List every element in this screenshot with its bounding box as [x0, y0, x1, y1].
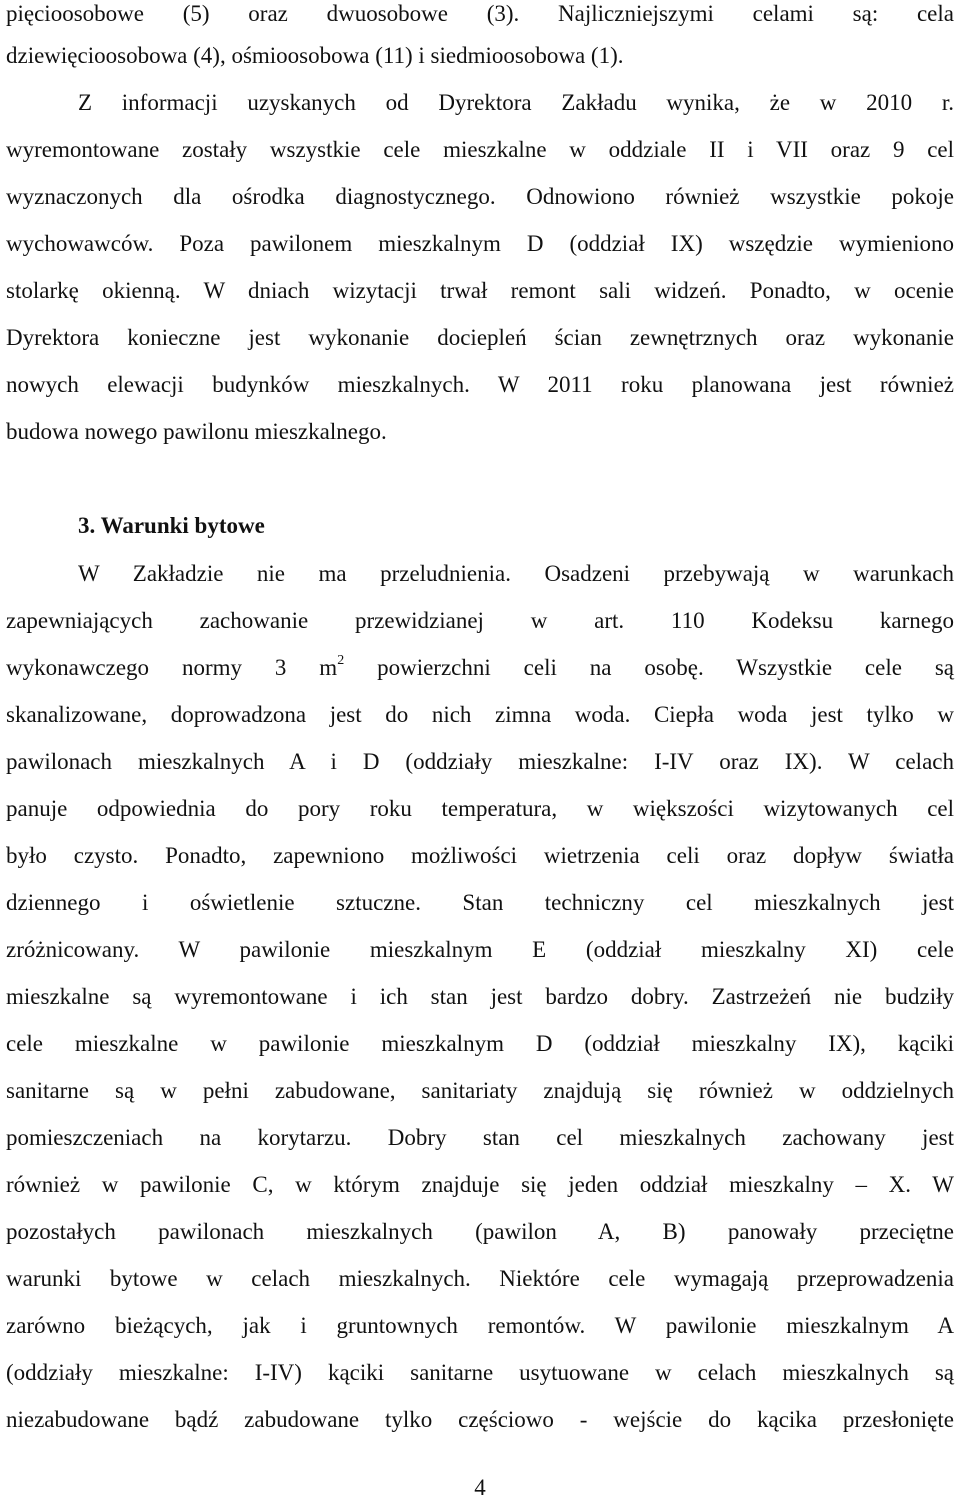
- text-line: zapewniających zachowanie przewidzianej w art. 110 Kodeksu karnego: [6, 608, 954, 633]
- text-line: wyznaczonych dla ośrodka diagnostycznego. Odnowiono również wszystkie pokoje: [6, 184, 954, 209]
- text-line: Dyrektora konieczne jest wykonanie dociepleń ścian zewnętrznych oraz wykonanie: [6, 325, 954, 350]
- text-line: panuje odpowiednia do pory roku temperatura, w większości wizytowanych cel: [6, 796, 954, 821]
- text-line: cele mieszkalne w pawilonie mieszkalnym D (oddział mieszkalny IX), kąciki: [6, 1031, 954, 1056]
- text-segment: powierzchni celi na osobę. Wszystkie cele są: [344, 655, 954, 680]
- text-line-with-superscript: [6, 654, 954, 686]
- text-line: pawilonach mieszkalnych A i D (oddziały mieszkalne: I-IV oraz IX). W celach: [6, 749, 954, 774]
- text-line: W Zakładzie nie ma przeludnienia. Osadzeni przebywają w warunkach: [78, 561, 954, 586]
- text-line: dziennego i oświetlenie sztuczne. Stan techniczny cel mieszkalnych jest: [6, 890, 954, 915]
- text-line: pozostałych pawilonach mieszkalnych (pawilon A, B) panowały przeciętne: [6, 1219, 954, 1244]
- text-line: pomieszczeniach na korytarzu. Dobry stan cel mieszkalnych zachowany jest: [6, 1125, 954, 1150]
- text-line: budowa nowego pawilonu mieszkalnego.: [6, 419, 387, 444]
- text-line: nowych elewacji budynków mieszkalnych. W 2011 roku planowana jest również: [6, 372, 954, 397]
- text-line: wyremontowane zostały wszystkie cele mieszkalne w oddziale II i VII oraz 9 cel: [6, 137, 954, 162]
- text-line: Z informacji uzyskanych od Dyrektora Zakładu wynika, że w 2010 r.: [78, 90, 954, 115]
- text-segment: wykonawczego normy 3 m: [6, 655, 338, 680]
- text-line: wychowawców. Poza pawilonem mieszkalnym D (oddział IX) wszędzie wymieniono: [6, 231, 954, 256]
- text-line: (oddziały mieszkalne: I-IV) kąciki sanitarne usytuowane w celach mieszkalnych są: [6, 1360, 954, 1385]
- text-line: było czysto. Ponadto, zapewniono możliwości wietrzenia celi oraz dopływ światła: [6, 843, 954, 868]
- text-line: skanalizowane, doprowadzona jest do nich zimna woda. Ciepła woda jest tylko w: [6, 702, 954, 727]
- text-line: sanitarne są w pełni zabudowane, sanitariaty znajdują się również w oddzielnych: [6, 1078, 954, 1103]
- text-line: niezabudowane bądź zabudowane tylko częściowo - wejście do kącika przesłonięte: [6, 1407, 954, 1432]
- page-number: 4: [474, 1475, 486, 1500]
- text-line: mieszkalne są wyremontowane i ich stan jest bardzo dobry. Zastrzeżeń nie budziły: [6, 984, 954, 1009]
- text-line: stolarkę okienną. W dniach wizytacji trwał remont sali widzeń. Ponadto, w ocenie: [6, 278, 954, 303]
- text-line: pięcioosobowe (5) oraz dwuosobowe (3). Najliczniejszymi celami są: cela: [6, 1, 954, 26]
- text-line: dziewięcioosobowa (4), ośmioosobowa (11) i siedmioosobowa (1).: [6, 43, 624, 68]
- section-heading: 3. Warunki bytowe: [78, 513, 265, 538]
- text-line: również w pawilonie C, w którym znajduje się jeden oddział mieszkalny – X. W: [6, 1172, 954, 1197]
- text-line: zarówno bieżących, jak i gruntownych remontów. W pawilonie mieszkalnym A: [6, 1313, 954, 1338]
- text-line: warunki bytowe w celach mieszkalnych. Niektóre cele wymagają przeprowadzenia: [6, 1266, 954, 1291]
- superscript: 2: [337, 653, 345, 668]
- text-line: zróżnicowany. W pawilonie mieszkalnym E (oddział mieszkalny XI) cele: [6, 937, 954, 962]
